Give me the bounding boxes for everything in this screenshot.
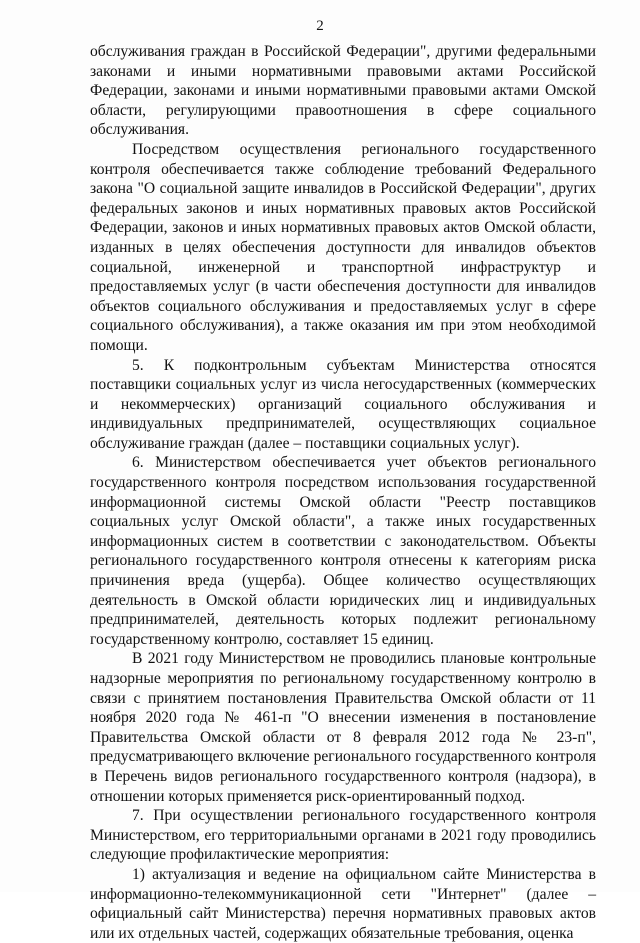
page-number: 2 xyxy=(316,18,324,34)
paragraph-item-7: 7. При осуществлении регионального государственного контроля Министерством, его территориальными органами в 2021 году проводились следующие профилактические мероприятия: xyxy=(90,807,596,864)
paragraph-item-5: 5. К подконтрольным субъектам Министерства относятся поставщики социальных услуг из числа негосударственных (коммерческих и некоммерческих) организаций социального обслуживания и индивидуальных предпринимателей, осуществляющих социальное обслуживание граждан (далее – поставщики социальных услуг). xyxy=(90,356,596,452)
paragraph-disability-access: Посредством осуществления регионального государственного контроля обеспечивается также соблюдение требований Федерального закона "О социальной защите инвалидов в Российской Федерации", других федеральных законов и иных нормативных правовых актов Российской Федерации, законов и иных нормативных правовых актов Омской области, изданных в целях обеспечения доступности для инвалидов объектов социальной, инженерной и транспортной инфраструктур и предоставляемых услуг (в части обеспечения доступности для инвалидов объектов социального обслуживания и предоставляемых услуг в сфере социального обслуживания), а также оказания им при этом необходимой помощи. xyxy=(90,140,596,354)
paragraph-2021-inspections: В 2021 году Министерством не проводились плановые контрольные надзорные мероприятия по региональному государственному контролю в связи с принятием постановления Правительства Омской области от 11 ноября 2020 года № 461-п "О внесении изменения в постановление Правительства Омской области от 8 февраля 2012 года № 23-п", предусматривающего включение регионального государственного контроля в Перечень видов регионального государственного контроля (надзора), в отношении которых применяется риск-ориентированный подход. xyxy=(90,650,596,805)
document-body xyxy=(90,42,596,943)
paragraph-item-6: 6. Министерством обеспечивается учет объектов регионального государственного контроля посредством использования государственной информационной системы Омской области "Реестр поставщиков социальных услуг Омской области", а также иных государственных информационных систем в соответствии с законодательством. Объекты регионального государственного контроля отнесены к категориям риска причинения вреда (ущерба). Общее количество осуществляющих деятельность в Омской области юридических лиц и индивидуальных предпринимателей, деятельность которых подлежит региональному государственному контролю, составляет 15 единиц. xyxy=(90,454,596,648)
paragraph-subitem-1: 1) актуализация и ведение на официальном сайте Министерства в информационно-телекоммуникационной сети "Интернет" (далее – официальный сайт Министерства) перечня нормативных правовых актов или их отдельных частей, содержащих обязательные требования, оценка xyxy=(90,865,596,942)
paragraph-continuation: обслуживания граждан в Российской Федерации", другими федеральными законами и иными нормативными правовыми актами Российской Федерации, законами и иными нормативными правовыми актами Омской области, регулирующими правоотношения в сфере социального обслуживания. xyxy=(90,43,596,139)
